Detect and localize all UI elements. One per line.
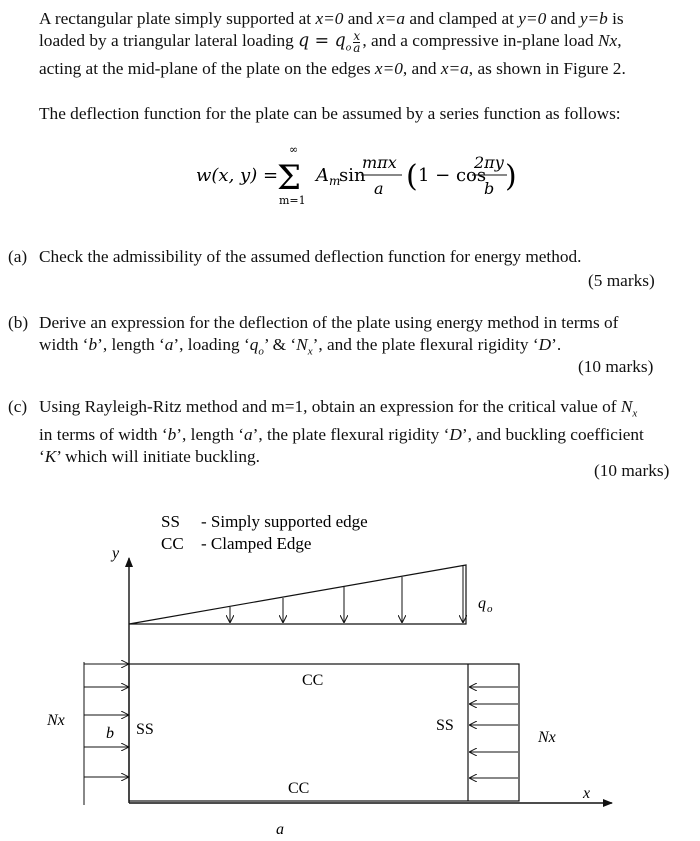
coef-A: A (316, 165, 329, 186)
question-a-text: Check the admissibility of the assumed deflection function for energy method. (39, 247, 582, 266)
edge-top-label: CC (302, 672, 324, 689)
nx-left-label: Nx (47, 712, 65, 729)
legend-ss-code: SS (161, 512, 180, 531)
paren-close: ) (505, 159, 517, 194)
x-axis-label: x (583, 785, 591, 802)
dim-b-label: b (106, 725, 114, 742)
equation-lhs: w(x, y) = (196, 165, 279, 186)
triangular-load (129, 565, 466, 624)
statement-line-1: A rectangular plate simply supported at x=0 and x=a and clamped at y=0 and y=b is (39, 9, 624, 28)
question-c-marks: (10 marks) (594, 461, 670, 480)
legend-ss-text: - Simply supported edge (201, 512, 368, 531)
left-nx-arrows (84, 664, 128, 777)
plate-figure (0, 500, 700, 841)
question-b-label: (b) (8, 313, 29, 332)
paren-open: ( (406, 159, 418, 194)
legend-cc-code: CC (161, 534, 184, 553)
sin-function: sin (339, 165, 366, 186)
legend-cc-text: - Clamped Edge (201, 534, 312, 553)
load-label: q (478, 595, 486, 612)
coef-subscript: m (329, 174, 341, 188)
sum-lower-limit: m=1 (279, 194, 306, 207)
fraction2-denominator: b (484, 179, 495, 198)
question-c (0, 396, 700, 466)
right-nx-arrows (470, 687, 518, 778)
question-b-text: Derive an expression for the deflection of the plate using energy method in terms of width ‘b’, length ‘a’, loading ‘$q_o$’ & ‘$N_x$’, and the plate flexural rigidity ‘D’. (39, 313, 619, 358)
statement-line-2: loaded by a triangular lateral loading $q = q_o$ $\frac{x}{a}$ , and a compressive in-plane load Nx, (39, 29, 622, 55)
sum-upper-limit: ∞ (289, 143, 299, 156)
load-arrows (230, 566, 463, 622)
question-c-label: (c) (8, 397, 28, 416)
load-subscript: o (487, 603, 493, 615)
one-minus-cos: 1 − cos (418, 165, 487, 186)
question-a-marks: (5 marks) (588, 271, 655, 290)
question-c-text: Using Rayleigh-Ritz method and m=1, obtain an expression for the critical value of $N_x$ in terms of width ‘b’, length ‘a’, the plate flexural rigidity ‘D’, and buckling coefficient ‘K’ which will initiate buckling. (39, 397, 644, 467)
question-b-marks: (10 marks) (578, 357, 654, 376)
dim-a-label: a (276, 821, 284, 838)
question-a-label: (a) (8, 247, 28, 266)
edge-left-label: SS (136, 721, 154, 738)
deflection-intro: The deflection function for the plate can be assumed by a series function as follows: (39, 104, 621, 123)
statement-line-3: acting at the mid-plane of the plate on the edges x=0, and x=a, as shown in Figure 2. (39, 59, 626, 79)
edge-bottom-label: CC (288, 780, 310, 797)
edge-right-label: SS (436, 717, 454, 734)
nx-right-label: Nx (538, 729, 556, 746)
fraction1-numerator: mπx (362, 153, 397, 172)
y-axis-label: y (112, 545, 120, 562)
question-b (0, 312, 700, 362)
sum-symbol: Σ (277, 158, 302, 198)
load-fraction: $\frac{x}{a}$ (353, 29, 361, 55)
plate-rectangle (129, 664, 519, 801)
deflection-equation (0, 0, 700, 215)
fraction2-numerator: 2πy (474, 153, 504, 172)
fraction1-denominator: a (374, 179, 384, 198)
